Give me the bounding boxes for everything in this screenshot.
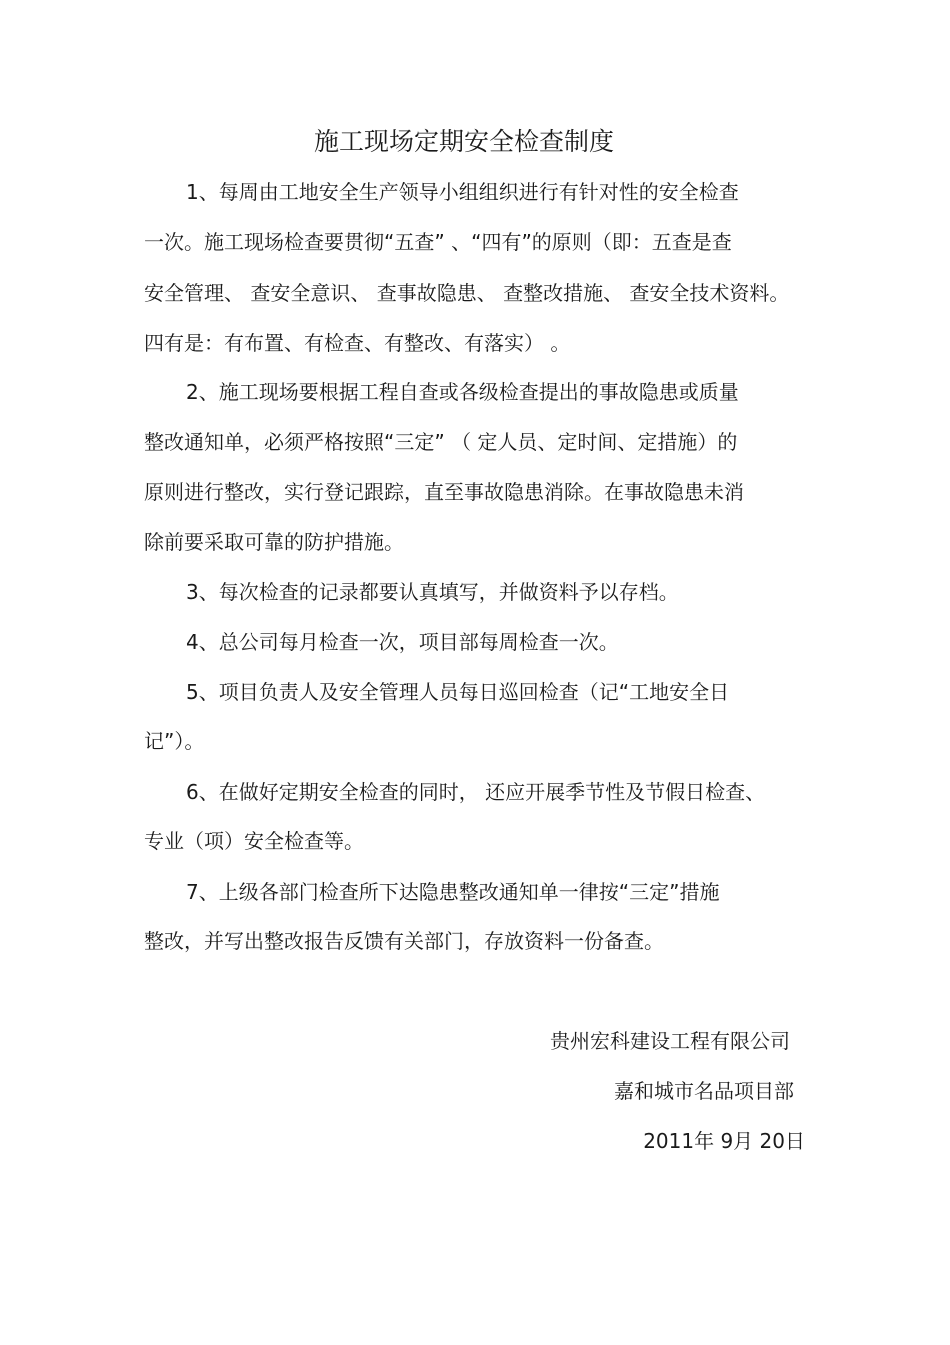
paragraph-line: 记”）。 xyxy=(144,729,205,753)
paragraph-line: 一次。施工现场检查要贯彻“五查” 、“四有”的原则（即：五查是查 xyxy=(144,230,732,254)
signature-company: 贵州宏科建设工程有限公司 xyxy=(550,1029,790,1053)
document-title: 施工现场定期安全检查制度 xyxy=(313,127,614,156)
paragraph-line: 四有是：有布置、有检查、有整改、有落实） 。 xyxy=(144,331,571,355)
signature-date: 2011年 9月 20日 xyxy=(643,1129,805,1153)
paragraph-line: 整改通知单，必须严格按照“三定” （ 定人员、定时间、定措施）的 xyxy=(144,430,738,454)
paragraph-line: 2、施工现场要根据工程自查或各级检查提出的事故隐患或质量 xyxy=(186,380,739,404)
paragraph-line: 除前要采取可靠的防护措施。 xyxy=(144,530,404,554)
paragraph-line: 6、在做好定期安全检查的同时， 还应开展季节性及节假日检查、 xyxy=(186,780,766,804)
paragraph-line: 整改，并写出整改报告反馈有关部门，存放资料一份备查。 xyxy=(144,929,664,953)
paragraph-line: 3、每次检查的记录都要认真填写，并做资料予以存档。 xyxy=(186,580,679,604)
signature-department: 嘉和城市名品项目部 xyxy=(614,1079,794,1103)
paragraph-line: 4、总公司每月检查一次，项目部每周检查一次。 xyxy=(186,630,619,654)
paragraph-line: 安全管理、 查安全意识、 查事故隐患、 查整改措施、 查安全技术资料。 xyxy=(144,281,790,305)
paragraph-line: 5、项目负责人及安全管理人员每日巡回检查（记“工地安全日 xyxy=(186,680,730,704)
paragraph-line: 1、每周由工地安全生产领导小组组织进行有针对性的安全检查 xyxy=(186,180,739,204)
paragraph-line: 专业（项）安全检查等。 xyxy=(144,829,364,853)
paragraph-line: 7、上级各部门检查所下达隐患整改通知单一律按“三定”措施 xyxy=(186,880,720,904)
paragraph-line: 原则进行整改，实行登记跟踪，直至事故隐患消除。在事故隐患未消 xyxy=(144,480,744,504)
